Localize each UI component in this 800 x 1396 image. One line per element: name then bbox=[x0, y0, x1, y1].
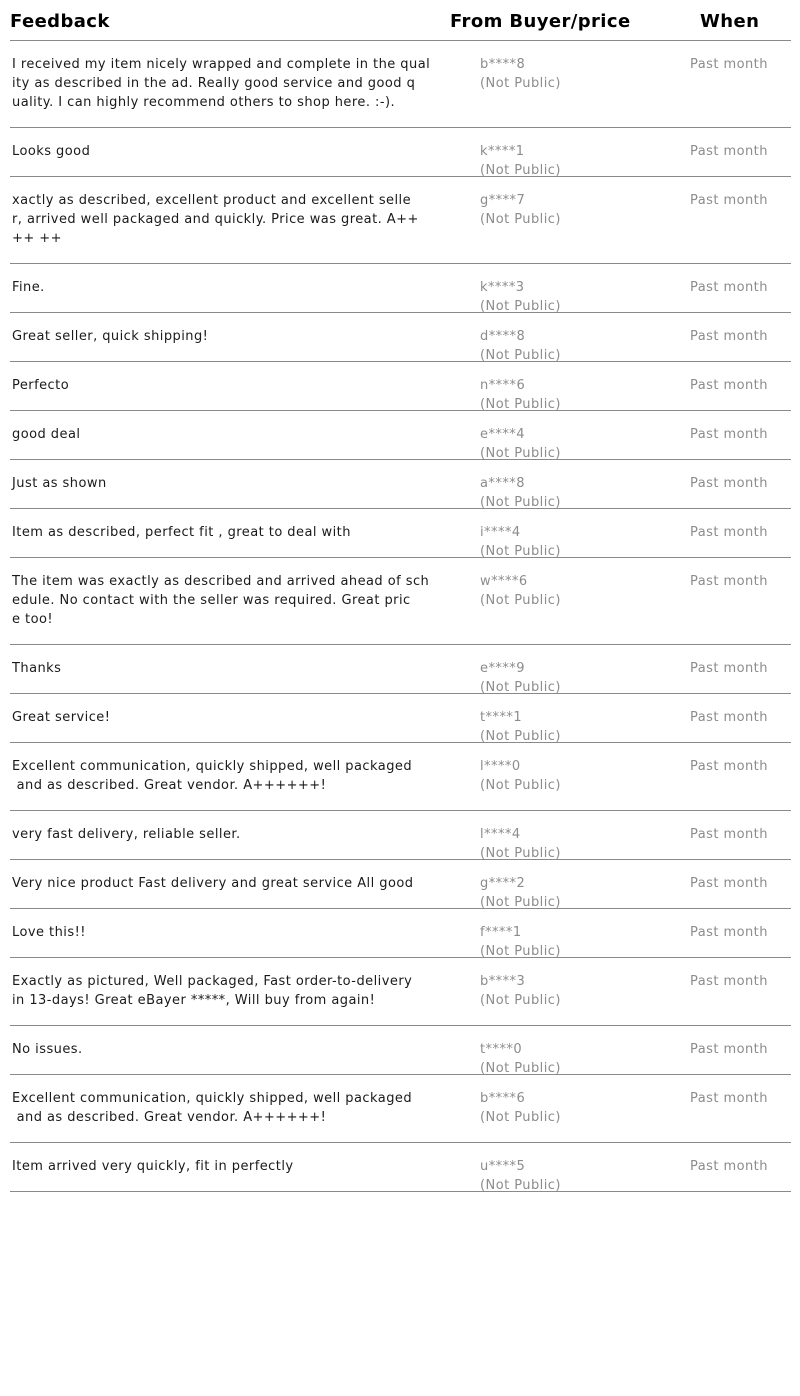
buyer-id: f****1 bbox=[480, 925, 522, 940]
table-row bbox=[10, 509, 791, 558]
feedback-column-header: Feedback bbox=[10, 11, 110, 32]
buyer-cell bbox=[480, 708, 561, 746]
price: (Not Public) bbox=[480, 544, 561, 559]
buyer-cell bbox=[480, 757, 561, 795]
buyer-id: k****3 bbox=[480, 280, 525, 295]
table-row bbox=[10, 645, 791, 694]
price: (Not Public) bbox=[480, 846, 561, 861]
buyer-cell bbox=[480, 278, 561, 316]
table-row bbox=[10, 128, 791, 177]
buyer-id: g****7 bbox=[480, 193, 526, 208]
buyer-cell bbox=[480, 972, 561, 1010]
buyer-id: b****8 bbox=[480, 57, 526, 72]
feedback-date: Past month bbox=[690, 1042, 768, 1057]
feedback-date: Past month bbox=[690, 144, 768, 159]
feedback-date: Past month bbox=[690, 378, 768, 393]
feedback-text: good deal bbox=[12, 427, 81, 442]
feedback-text: Love this!! bbox=[12, 925, 86, 940]
feedback-date: Past month bbox=[690, 476, 768, 491]
price: (Not Public) bbox=[480, 1061, 561, 1076]
price: (Not Public) bbox=[480, 76, 561, 91]
table-row bbox=[10, 460, 791, 509]
table-row bbox=[10, 411, 791, 460]
feedback-date: Past month bbox=[690, 280, 768, 295]
buyer-cell bbox=[480, 523, 561, 561]
price: (Not Public) bbox=[480, 299, 561, 314]
feedback-date: Past month bbox=[690, 574, 768, 589]
table-row bbox=[10, 743, 791, 811]
feedback-text: No issues. bbox=[12, 1042, 83, 1057]
feedback-text: xactly as described, excellent product and excellent selle r, arrived well packaged and quickly. Price was great. A++ ++ ++ bbox=[12, 193, 419, 246]
feedback-text: very fast delivery, reliable seller. bbox=[12, 827, 241, 842]
feedback-text: Fine. bbox=[12, 280, 45, 295]
buyer-column-header: From Buyer/price bbox=[450, 11, 631, 32]
price: (Not Public) bbox=[480, 895, 561, 910]
buyer-cell bbox=[480, 142, 561, 180]
feedback-text: I received my item nicely wrapped and complete in the qual ity as described in the ad. Really good service and good q uality. I can highly recommend others to shop here. :-). bbox=[12, 57, 431, 110]
table-row bbox=[10, 1026, 791, 1075]
buyer-id: w****6 bbox=[480, 574, 528, 589]
buyer-cell bbox=[480, 1157, 561, 1195]
table-row bbox=[10, 41, 791, 128]
buyer-cell bbox=[480, 327, 561, 365]
buyer-cell bbox=[480, 825, 561, 863]
buyer-cell bbox=[480, 55, 561, 93]
feedback-date: Past month bbox=[690, 925, 768, 940]
table-row bbox=[10, 909, 791, 958]
feedback-date: Past month bbox=[690, 427, 768, 442]
price: (Not Public) bbox=[480, 729, 561, 744]
buyer-cell bbox=[480, 191, 561, 229]
feedback-date: Past month bbox=[690, 661, 768, 676]
table-row bbox=[10, 313, 791, 362]
buyer-id: i****4 bbox=[480, 525, 521, 540]
buyer-id: t****1 bbox=[480, 710, 523, 725]
buyer-id: e****4 bbox=[480, 427, 525, 442]
price: (Not Public) bbox=[480, 1110, 561, 1125]
feedback-text: Great seller, quick shipping! bbox=[12, 329, 209, 344]
buyer-id: b****3 bbox=[480, 974, 526, 989]
feedback-date: Past month bbox=[690, 759, 768, 774]
feedback-date: Past month bbox=[690, 827, 768, 842]
price: (Not Public) bbox=[480, 993, 561, 1008]
feedback-date: Past month bbox=[690, 974, 768, 989]
feedback-date: Past month bbox=[690, 710, 768, 725]
feedback-text: Looks good bbox=[12, 144, 91, 159]
feedback-date: Past month bbox=[690, 525, 768, 540]
price: (Not Public) bbox=[480, 397, 561, 412]
buyer-id: n****6 bbox=[480, 378, 526, 393]
feedback-text: Perfecto bbox=[12, 378, 70, 393]
table-header bbox=[10, 0, 791, 41]
buyer-id: t****0 bbox=[480, 1042, 523, 1057]
price: (Not Public) bbox=[480, 212, 561, 227]
price: (Not Public) bbox=[480, 446, 561, 461]
buyer-id: e****9 bbox=[480, 661, 525, 676]
price: (Not Public) bbox=[480, 778, 561, 793]
table-row bbox=[10, 264, 791, 313]
buyer-cell bbox=[480, 874, 561, 912]
feedback-text: Excellent communication, quickly shipped, well packaged and as described. Great vendor. A++++++! bbox=[12, 759, 413, 793]
feedback-date: Past month bbox=[690, 57, 768, 72]
table-row bbox=[10, 362, 791, 411]
buyer-cell bbox=[480, 474, 561, 512]
buyer-id: k****1 bbox=[480, 144, 525, 159]
feedback-date: Past month bbox=[690, 1159, 768, 1174]
feedback-text: Thanks bbox=[12, 661, 62, 676]
feedback-date: Past month bbox=[690, 876, 768, 891]
price: (Not Public) bbox=[480, 163, 561, 178]
buyer-id: l****0 bbox=[480, 759, 521, 774]
buyer-id: u****5 bbox=[480, 1159, 526, 1174]
buyer-cell bbox=[480, 1040, 561, 1078]
buyer-id: b****6 bbox=[480, 1091, 526, 1106]
feedback-table bbox=[10, 0, 791, 1192]
table-row bbox=[10, 958, 791, 1026]
feedback-text: Item arrived very quickly, fit in perfectly bbox=[12, 1159, 294, 1174]
buyer-cell bbox=[480, 923, 561, 961]
price: (Not Public) bbox=[480, 495, 561, 510]
feedback-date: Past month bbox=[690, 329, 768, 344]
table-row bbox=[10, 558, 791, 645]
buyer-cell bbox=[480, 1089, 561, 1127]
feedback-text: Just as shown bbox=[12, 476, 107, 491]
price: (Not Public) bbox=[480, 593, 561, 608]
price: (Not Public) bbox=[480, 944, 561, 959]
table-row bbox=[10, 177, 791, 264]
buyer-cell bbox=[480, 425, 561, 463]
price: (Not Public) bbox=[480, 1178, 561, 1193]
feedback-text: Excellent communication, quickly shipped, well packaged and as described. Great vendor. A++++++! bbox=[12, 1091, 413, 1125]
feedback-text: Very nice product Fast delivery and great service All good bbox=[12, 876, 414, 891]
table-row bbox=[10, 860, 791, 909]
feedback-text: The item was exactly as described and arrived ahead of sch edule. No contact with the seller was required. Great pric e too! bbox=[12, 574, 430, 627]
buyer-id: d****8 bbox=[480, 329, 526, 344]
table-row bbox=[10, 1075, 791, 1143]
feedback-text: Item as described, perfect fit , great to deal with bbox=[12, 525, 351, 540]
buyer-cell bbox=[480, 572, 561, 610]
buyer-id: l****4 bbox=[480, 827, 521, 842]
buyer-id: a****8 bbox=[480, 476, 525, 491]
price: (Not Public) bbox=[480, 348, 561, 363]
buyer-cell bbox=[480, 659, 561, 697]
feedback-date: Past month bbox=[690, 193, 768, 208]
feedback-text: Exactly as pictured, Well packaged, Fast order-to-delivery in 13-days! Great eBayer *****, Will buy from again! bbox=[12, 974, 413, 1008]
table-row bbox=[10, 811, 791, 860]
price: (Not Public) bbox=[480, 680, 561, 695]
table-row bbox=[10, 1143, 791, 1192]
feedback-text: Great service! bbox=[12, 710, 111, 725]
buyer-id: g****2 bbox=[480, 876, 526, 891]
buyer-cell bbox=[480, 376, 561, 414]
table-row bbox=[10, 694, 791, 743]
when-column-header: When bbox=[700, 11, 760, 32]
feedback-date: Past month bbox=[690, 1091, 768, 1106]
